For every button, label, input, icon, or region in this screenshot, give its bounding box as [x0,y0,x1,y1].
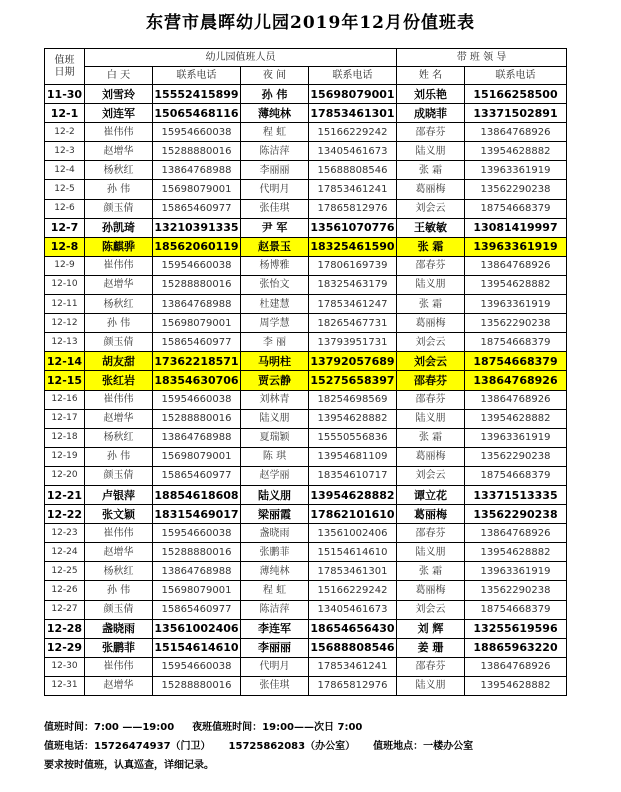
leader-name-cell: 刘 辉 [397,619,465,638]
day-phone-cell: 15288880016 [153,275,241,294]
date-cell: 12-13 [45,333,85,352]
day-phone-cell: 17362218571 [153,352,241,371]
leader-phone-cell: 13954628882 [465,543,567,562]
table-row [45,85,567,104]
day-phone-cell: 13864768988 [153,562,241,581]
table-row [45,275,567,294]
leader-name-cell: 陆义朋 [397,142,465,161]
night-phone-cell: 13561002406 [309,524,397,543]
date-column-header [45,49,85,85]
day-phone-cell: 15954660038 [153,256,241,275]
date-cell: 12-29 [45,638,85,657]
day-phone-cell: 15954660038 [153,524,241,543]
date-cell: 12-22 [45,505,85,524]
night-phone-cell: 17853461241 [309,180,397,199]
night-staff-cell: 杨博雅 [241,256,309,275]
leader-phone-cell: 18754668379 [465,600,567,619]
date-cell: 12-10 [45,275,85,294]
day-phone-cell: 15698079001 [153,447,241,466]
night-staff-cell: 薄纯林 [241,104,309,123]
leader-phone-cell: 13954628882 [465,142,567,161]
table-header-row [45,49,567,67]
night-staff-cell: 梁丽霞 [241,505,309,524]
day-phone-header: 联系电话 [153,67,241,85]
day-phone-cell: 15288880016 [153,142,241,161]
leader-phone-cell: 18754668379 [465,333,567,352]
night-staff-cell: 赵景玉 [241,237,309,256]
day-staff-cell: 孙 伟 [85,447,153,466]
leader-phone-cell: 13562290238 [465,505,567,524]
table-row [45,638,567,657]
leader-name-cell: 邵春芬 [397,123,465,142]
date-cell: 12-1 [45,104,85,123]
leader-name-cell: 葛丽梅 [397,447,465,466]
table-row [45,161,567,180]
table-row [45,581,567,600]
leader-name-cell: 刘会云 [397,199,465,218]
day-staff-cell: 张文颖 [85,505,153,524]
day-staff-cell: 崔伟伟 [85,256,153,275]
night-phone-cell: 15166229242 [309,123,397,142]
table-subheader-row [45,67,567,85]
leader-name-cell: 谭立花 [397,485,465,504]
leader-name-cell: 姜 珊 [397,638,465,657]
night-staff-cell: 程 虹 [241,123,309,142]
footer-notes [44,718,604,775]
night-staff-cell: 刘林青 [241,390,309,409]
day-phone-cell: 15698079001 [153,180,241,199]
day-staff-cell: 孙 伟 [85,581,153,600]
date-cell: 12-14 [45,352,85,371]
table-row [45,352,567,371]
date-cell: 12-17 [45,409,85,428]
leader-phone-cell: 13864768926 [465,123,567,142]
day-phone-cell: 15288880016 [153,543,241,562]
leader-name-cell: 邵春芬 [397,371,465,390]
leader-phone-cell: 13963361919 [465,562,567,581]
leader-name-cell: 邵春芬 [397,390,465,409]
kindergarten-staff-header: 幼儿园值班人员 [85,49,397,67]
night-phone-cell: 17853461247 [309,295,397,314]
night-staff-cell: 代明月 [241,657,309,676]
night-phone-cell: 13793951731 [309,333,397,352]
leader-phone-cell: 13864768926 [465,256,567,275]
leader-phone-header: 联系电话 [465,67,567,85]
duty-roster-table [44,48,567,696]
day-staff-cell: 盏晓雨 [85,619,153,638]
day-staff-cell: 杨秋红 [85,562,153,581]
night-staff-cell: 张鹏菲 [241,543,309,562]
leader-phone-cell: 13963361919 [465,428,567,447]
day-phone-cell: 13864768988 [153,428,241,447]
day-staff-cell: 孙 伟 [85,180,153,199]
night-phone-cell: 15154614610 [309,543,397,562]
night-staff-cell: 陈洁萍 [241,600,309,619]
date-cell: 12-28 [45,619,85,638]
leader-phone-cell: 13963361919 [465,161,567,180]
day-phone-cell: 15698079001 [153,581,241,600]
date-cell: 12-27 [45,600,85,619]
night-phone-cell: 15688808546 [309,638,397,657]
day-phone-cell: 15154614610 [153,638,241,657]
table-row [45,619,567,638]
leader-name-cell: 成晓菲 [397,104,465,123]
day-phone-cell: 15954660038 [153,390,241,409]
leader-name-cell: 张 霜 [397,295,465,314]
gate-phone-text: 值班电话：15726474937（门卫） [44,741,211,752]
office-phone-text: 15725862083（办公室） [228,741,356,752]
date-cell: 12-7 [45,218,85,237]
footer-line-hours [44,718,604,737]
leader-name-cell: 葛丽梅 [397,581,465,600]
leader-phone-cell: 13562290238 [465,447,567,466]
table-row [45,295,567,314]
night-phone-cell: 13561070776 [309,218,397,237]
leader-phone-cell: 13255619596 [465,619,567,638]
date-cell: 12-15 [45,371,85,390]
leader-phone-cell: 18754668379 [465,466,567,485]
day-staff-cell: 陈麒骅 [85,237,153,256]
day-staff-cell: 崔伟伟 [85,123,153,142]
leader-phone-cell: 15166258500 [465,85,567,104]
night-staff-cell: 周学慧 [241,314,309,333]
night-staff-cell: 李 丽 [241,333,309,352]
leader-phone-cell: 13371502891 [465,104,567,123]
leader-name-cell: 邵春芬 [397,657,465,676]
table-row [45,505,567,524]
date-cell: 12-31 [45,676,85,695]
day-phone-cell: 15865460977 [153,199,241,218]
day-phone-cell: 15865460977 [153,466,241,485]
table-row [45,237,567,256]
date-cell: 12-19 [45,447,85,466]
date-cell: 12-21 [45,485,85,504]
date-cell: 12-20 [45,466,85,485]
date-cell: 12-9 [45,256,85,275]
day-staff-cell: 崔伟伟 [85,657,153,676]
night-staff-cell: 李丽丽 [241,638,309,657]
date-cell: 12-8 [45,237,85,256]
leader-phone-cell: 13954628882 [465,676,567,695]
leader-phone-cell: 18865963220 [465,638,567,657]
day-staff-cell: 颜玉倩 [85,199,153,218]
duty-location-text: 值班地点：一楼办公室 [373,741,474,752]
night-staff-cell: 代明月 [241,180,309,199]
night-phone-cell: 15275658397 [309,371,397,390]
leader-name-cell: 张 霜 [397,428,465,447]
night-shift-header: 夜 间 [241,67,309,85]
leader-name-cell: 王敏敏 [397,218,465,237]
night-phone-cell: 17853461301 [309,104,397,123]
table-row [45,104,567,123]
leader-phone-cell: 13864768926 [465,371,567,390]
day-shift-header: 白 天 [85,67,153,85]
day-staff-cell: 张红岩 [85,371,153,390]
table-row [45,524,567,543]
date-cell: 12-30 [45,657,85,676]
night-phone-cell: 13792057689 [309,352,397,371]
night-phone-cell: 18254698569 [309,390,397,409]
day-staff-cell: 颜玉倩 [85,333,153,352]
night-phone-cell: 17853461241 [309,657,397,676]
leader-header: 带 班 领 导 [397,49,567,67]
table-row [45,123,567,142]
night-phone-cell: 17865812976 [309,199,397,218]
date-cell: 12-12 [45,314,85,333]
day-staff-cell: 刘雪玲 [85,85,153,104]
leader-name-cell: 陆义朋 [397,543,465,562]
table-row [45,428,567,447]
day-phone-cell: 15288880016 [153,676,241,695]
page-title: 东营市晨晖幼儿园2019年12月份值班表 [146,13,475,33]
table-row [45,600,567,619]
date-cell: 12-6 [45,199,85,218]
night-staff-cell: 陆义朋 [241,409,309,428]
table-row [45,543,567,562]
leader-name-cell: 陆义朋 [397,676,465,695]
day-phone-cell: 15865460977 [153,333,241,352]
leader-phone-cell: 13954628882 [465,409,567,428]
day-phone-cell: 18315469017 [153,505,241,524]
leader-name-cell: 刘会云 [397,466,465,485]
night-staff-cell: 张怡文 [241,275,309,294]
night-phone-cell: 15688808546 [309,161,397,180]
table-row [45,333,567,352]
table-row [45,657,567,676]
night-staff-cell: 马明柱 [241,352,309,371]
leader-name-cell: 刘会云 [397,352,465,371]
date-column-header-label: 值班 日期 [54,54,75,78]
day-staff-cell: 杨秋红 [85,161,153,180]
leader-name-cell: 张 霜 [397,562,465,581]
day-staff-cell: 崔伟伟 [85,390,153,409]
leader-phone-cell: 13864768926 [465,524,567,543]
night-staff-cell: 李连军 [241,619,309,638]
night-phone-cell: 13405461673 [309,142,397,161]
leader-phone-cell: 13963361919 [465,295,567,314]
night-phone-cell: 13954628882 [309,409,397,428]
day-phone-cell: 15552415899 [153,85,241,104]
leader-phone-cell: 18754668379 [465,199,567,218]
leader-name-header: 姓 名 [397,67,465,85]
table-row [45,466,567,485]
date-cell: 12-24 [45,543,85,562]
date-cell: 12-2 [45,123,85,142]
table-row [45,390,567,409]
footer-line-requirement: 要求按时值班，认真巡查，详细记录。 [44,760,214,771]
day-staff-cell: 张鹏菲 [85,638,153,657]
leader-phone-cell: 13963361919 [465,237,567,256]
day-phone-cell: 13210391335 [153,218,241,237]
leader-name-cell: 张 霜 [397,161,465,180]
night-staff-cell: 夏瑞颖 [241,428,309,447]
table-row [45,676,567,695]
table-row [45,485,567,504]
table-row [45,447,567,466]
day-staff-cell: 颜玉倩 [85,600,153,619]
night-phone-cell: 17806169739 [309,256,397,275]
leader-name-cell: 葛丽梅 [397,180,465,199]
leader-phone-cell: 13954628882 [465,275,567,294]
leader-phone-cell: 13562290238 [465,180,567,199]
leader-name-cell: 刘会云 [397,333,465,352]
day-staff-cell: 杨秋红 [85,295,153,314]
day-phone-cell: 15698079001 [153,314,241,333]
day-staff-cell: 赵增华 [85,543,153,562]
leader-name-cell: 陆义朋 [397,275,465,294]
day-staff-cell: 卢银萍 [85,485,153,504]
date-cell: 12-25 [45,562,85,581]
night-staff-cell: 陈 琪 [241,447,309,466]
date-cell: 12-23 [45,524,85,543]
table-row [45,256,567,275]
day-phone-cell: 18354630706 [153,371,241,390]
night-staff-cell: 孙 伟 [241,85,309,104]
night-staff-cell: 赵学丽 [241,466,309,485]
day-phone-cell: 15954660038 [153,123,241,142]
night-staff-cell: 尹 军 [241,218,309,237]
night-phone-cell: 15698079001 [309,85,397,104]
night-phone-cell: 18654656430 [309,619,397,638]
day-phone-cell: 15065468116 [153,104,241,123]
date-cell: 12-4 [45,161,85,180]
night-phone-cell: 18265467731 [309,314,397,333]
night-staff-cell: 盏晓雨 [241,524,309,543]
day-staff-cell: 赵增华 [85,275,153,294]
leader-name-cell: 张 霜 [397,237,465,256]
night-phone-cell: 17862101610 [309,505,397,524]
day-staff-cell: 孙 伟 [85,314,153,333]
day-hours-text: 值班时间：7:00 ——19:00 [44,722,175,733]
night-phone-cell: 17853461301 [309,562,397,581]
night-staff-cell: 程 虹 [241,581,309,600]
night-staff-cell: 陆义朋 [241,485,309,504]
day-phone-cell: 18562060119 [153,237,241,256]
date-cell: 12-18 [45,428,85,447]
day-phone-cell: 13864768988 [153,295,241,314]
day-phone-cell: 15288880016 [153,409,241,428]
table-row [45,562,567,581]
leader-name-cell: 葛丽梅 [397,505,465,524]
date-cell: 12-5 [45,180,85,199]
date-cell: 11-30 [45,85,85,104]
day-phone-cell: 15954660038 [153,657,241,676]
night-phone-header: 联系电话 [309,67,397,85]
night-staff-cell: 陈洁萍 [241,142,309,161]
date-cell: 12-11 [45,295,85,314]
table-row [45,218,567,237]
day-phone-cell: 13561002406 [153,619,241,638]
footer-line-phones [44,737,604,756]
night-phone-cell: 18325461590 [309,237,397,256]
leader-name-cell: 陆义朋 [397,409,465,428]
leader-name-cell: 葛丽梅 [397,314,465,333]
night-phone-cell: 13954681109 [309,447,397,466]
leader-phone-cell: 18754668379 [465,352,567,371]
leader-name-cell: 刘会云 [397,600,465,619]
table-row [45,371,567,390]
table-row [45,199,567,218]
leader-phone-cell: 13864768926 [465,657,567,676]
night-phone-cell: 15550556836 [309,428,397,447]
day-staff-cell: 赵增华 [85,409,153,428]
leader-phone-cell: 13562290238 [465,314,567,333]
night-staff-cell: 张佳琪 [241,676,309,695]
day-staff-cell: 颜玉倩 [85,466,153,485]
table-row [45,180,567,199]
day-phone-cell: 13864768988 [153,161,241,180]
night-staff-cell: 贾云静 [241,371,309,390]
day-staff-cell: 孙凯琦 [85,218,153,237]
date-cell: 12-16 [45,390,85,409]
day-staff-cell: 刘连军 [85,104,153,123]
table-row [45,314,567,333]
night-staff-cell: 李丽丽 [241,161,309,180]
night-phone-cell: 18325463179 [309,275,397,294]
night-phone-cell: 13405461673 [309,600,397,619]
day-staff-cell: 赵增华 [85,676,153,695]
date-cell: 12-3 [45,142,85,161]
leader-name-cell: 邵春芬 [397,256,465,275]
leader-name-cell: 刘乐艳 [397,85,465,104]
day-phone-cell: 18854618608 [153,485,241,504]
leader-name-cell: 邵春芬 [397,524,465,543]
night-phone-cell: 15166229242 [309,581,397,600]
leader-phone-cell: 13371513335 [465,485,567,504]
day-staff-cell: 崔伟伟 [85,524,153,543]
night-staff-cell: 薄纯林 [241,562,309,581]
night-staff-cell: 张佳琪 [241,199,309,218]
leader-phone-cell: 13562290238 [465,581,567,600]
day-staff-cell: 胡友甜 [85,352,153,371]
night-hours-text: 夜班值班时间：19:00——次日 7:00 [192,722,363,733]
date-cell: 12-26 [45,581,85,600]
night-phone-cell: 18354610717 [309,466,397,485]
night-staff-cell: 杜建慧 [241,295,309,314]
leader-phone-cell: 13864768926 [465,390,567,409]
table-row [45,409,567,428]
day-staff-cell: 杨秋红 [85,428,153,447]
leader-phone-cell: 13081419997 [465,218,567,237]
night-phone-cell: 13954628882 [309,485,397,504]
day-phone-cell: 15865460977 [153,600,241,619]
table-row [45,142,567,161]
night-phone-cell: 17865812976 [309,676,397,695]
day-staff-cell: 赵增华 [85,142,153,161]
